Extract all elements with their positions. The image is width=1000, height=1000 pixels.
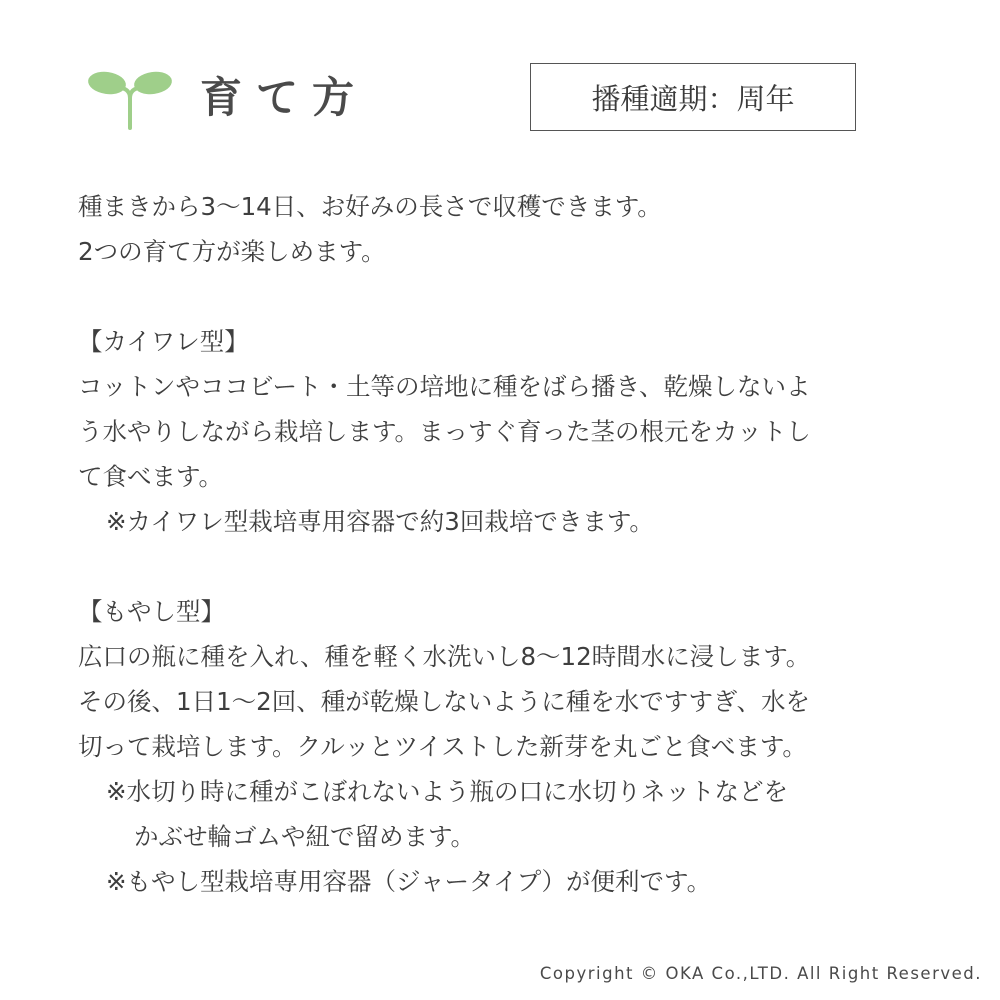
kaiware-line: う水やりしながら栽培します。まっすぐ育った茎の根元をカットし (78, 417, 811, 446)
copyright: Copyright © OKA Co.,LTD. All Right Reserved. (539, 964, 982, 983)
spacer (78, 274, 938, 319)
kaiware-note: ※カイワレ型栽培専用容器で約3回栽培できます。 (106, 507, 654, 536)
intro-line: 2つの育て方が楽しめます。 (78, 237, 386, 266)
instructions (78, 184, 938, 904)
moyashi-note-continued: かぶせ輪ゴムや紐で留めます。 (134, 822, 476, 851)
kaiware-line: て食べます。 (78, 462, 224, 491)
sowing-season-box (530, 63, 856, 131)
moyashi-heading: 【もやし型】 (78, 597, 225, 626)
moyashi-note: ※水切り時に種がこぼれないよう瓶の口に水切りネットなどを (106, 777, 789, 806)
kaiware-heading: 【カイワレ型】 (78, 327, 249, 356)
moyashi-line: その後、1日1〜2回、種が乾燥しないように種を水ですすぎ、水を (78, 687, 811, 716)
page-title: 育て方 (200, 73, 369, 122)
moyashi-note: ※もやし型栽培専用容器（ジャータイプ）が便利です。 (106, 867, 712, 896)
moyashi-line: 切って栽培します。クルッとツイストした新芽を丸ごと食べます。 (78, 732, 807, 761)
spacer (78, 544, 938, 589)
moyashi-line: 広口の瓶に種を入れ、種を軽く水洗いし8〜12時間水に浸します。 (78, 642, 811, 671)
sprout-icon (86, 64, 174, 130)
intro-line: 種まきから3〜14日、お好みの長さで収穫できます。 (78, 192, 662, 221)
kaiware-line: コットンやココビート・土等の培地に種をばら播き、乾燥しないよ (78, 372, 811, 401)
sowing-season-label: 播種適期：周年 (591, 81, 795, 116)
